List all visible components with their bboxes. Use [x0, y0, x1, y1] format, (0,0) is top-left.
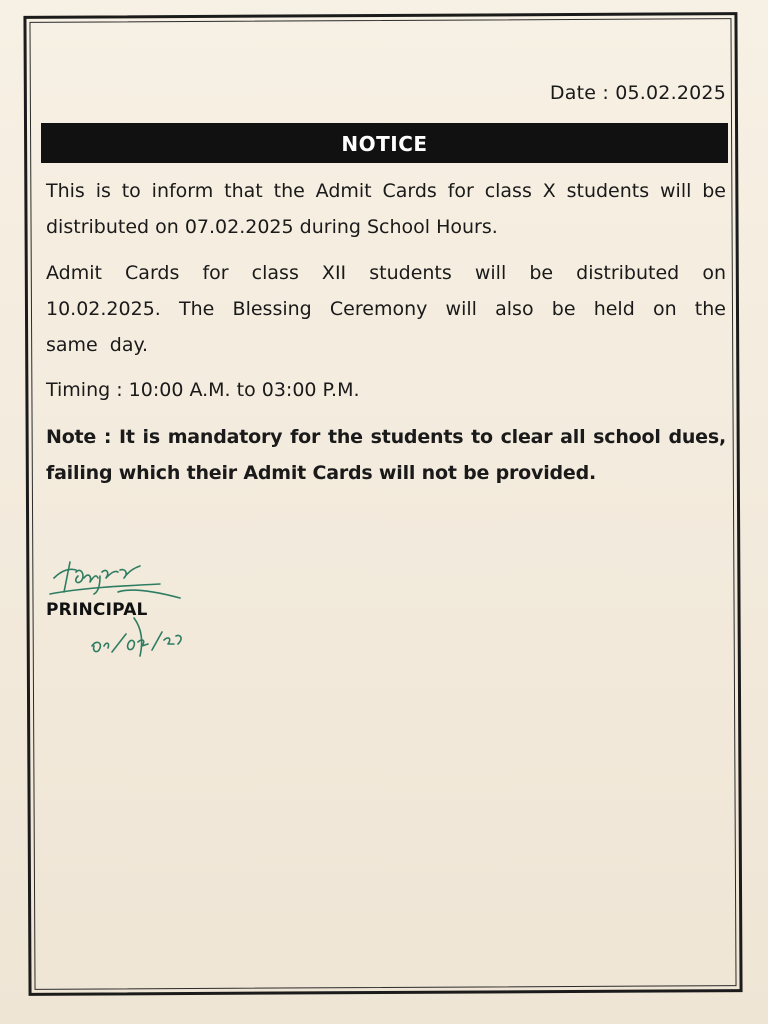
page-border-inner — [29, 18, 736, 990]
note-text: Note : It is mandatory for the students to clear all school dues, failing which their Admit Cards will not be provided. — [46, 426, 726, 484]
notice-title: NOTICE — [41, 123, 728, 163]
notice-date: Date : 05.02.2025 — [549, 82, 726, 104]
signatory-title: PRINCIPAL — [46, 600, 148, 620]
paragraph-timing: Timing : 10:00 A.M. to 03:00 P.M. — [46, 379, 360, 401]
paragraph-class-xii: Admit Cards for class XII students will be distributed on 10.02.2025. The Blessing Ceremony will also be held on the same day. — [46, 262, 726, 356]
paragraph-class-x: This is to inform that the Admit Cards for class X students will be distributed on 07.02.2025 during School Hours. — [46, 180, 726, 238]
